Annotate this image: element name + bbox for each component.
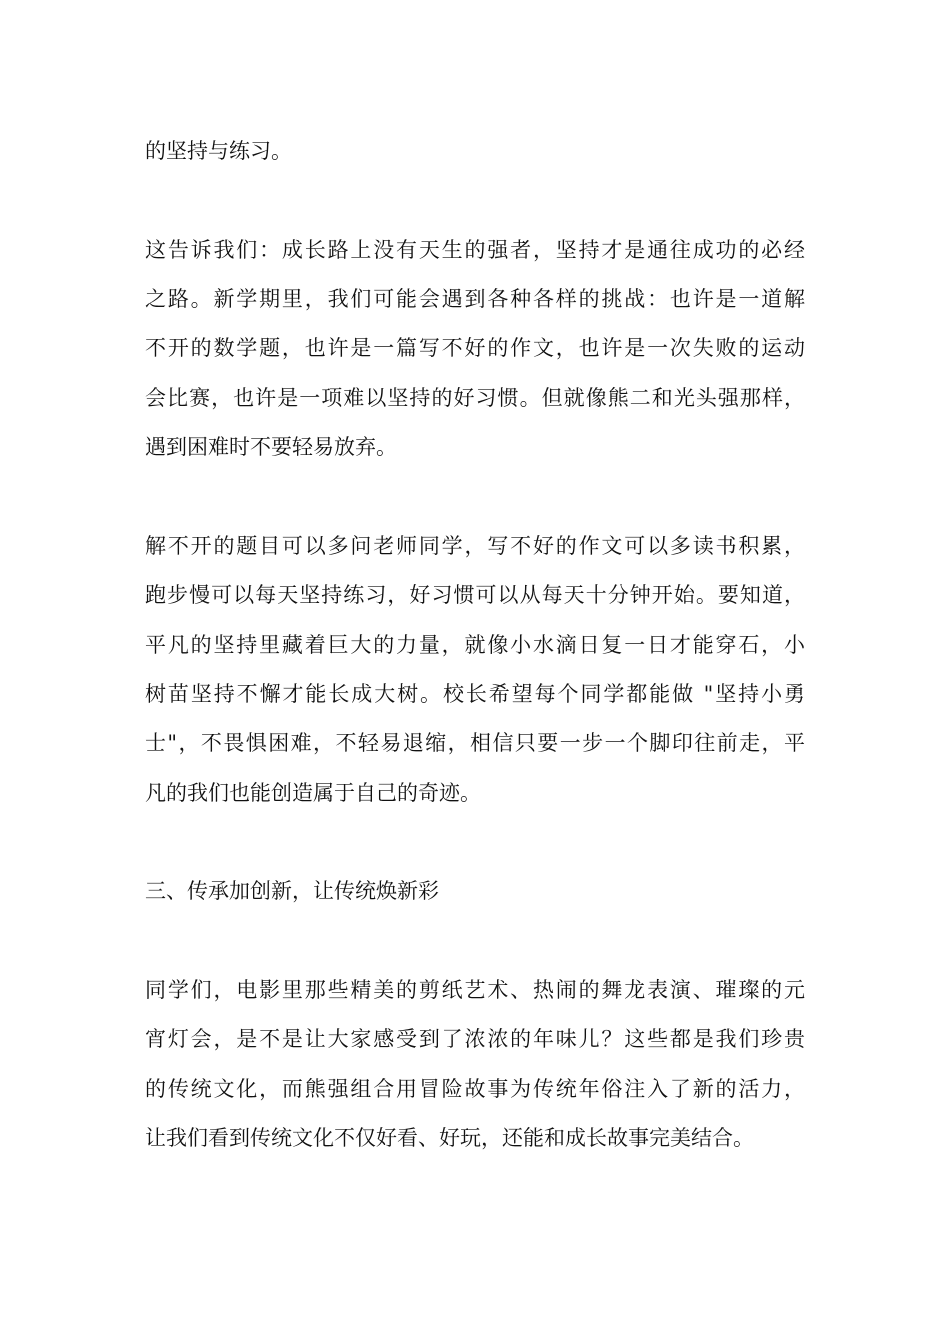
paragraph-3-line-1: 解不开的题目可以多问老师同学，写不好的作文可以多读书积累，	[145, 534, 805, 558]
paragraph-2-line-5: 遇到困难时不要轻易放弃。	[145, 435, 397, 459]
paragraph-5-line-2: 宵灯会，是不是让大家感受到了浓浓的年味儿？这些都是我们珍贵	[145, 1027, 805, 1051]
paragraph-3-line-4: 树苗坚持不懈才能长成大树。校长希望每个同学都能做 "坚持小勇	[145, 682, 805, 706]
paragraph-2-line-3: 不开的数学题，也许是一篇写不好的作文，也许是一次失败的运动	[145, 336, 805, 360]
paragraph-5-line-1: 同学们，电影里那些精美的剪纸艺术、热闹的舞龙表演、璀璨的元	[145, 978, 805, 1002]
paragraph-5-line-4: 让我们看到传统文化不仅好看、好玩，还能和成长故事完美结合。	[145, 1126, 754, 1150]
paragraph-3-line-3: 平凡的坚持里藏着巨大的力量，就像小水滴日复一日才能穿石，小	[145, 633, 805, 657]
paragraph-1-line-1: 的坚持与练习。	[145, 139, 292, 163]
paragraph-2-line-1: 这告诉我们：成长路上没有天生的强者，坚持才是通往成功的必经	[145, 238, 805, 262]
paragraph-3-line-2: 跑步慢可以每天坚持练习，好习惯可以从每天十分钟开始。要知道，	[145, 583, 805, 607]
paragraph-3-line-6: 凡的我们也能创造属于自己的奇迹。	[145, 781, 481, 805]
paragraph-3-line-5: 士"，不畏惧困难，不轻易退缩，相信只要一步一个脚印往前走，平	[145, 731, 805, 755]
paragraph-5-line-3: 的传统文化，而熊强组合用冒险故事为传统年俗注入了新的活力，	[145, 1077, 805, 1101]
section-heading: 三、传承加创新，让传统焕新彩	[145, 879, 439, 903]
paragraph-2-line-2: 之路。新学期里，我们可能会遇到各种各样的挑战：也许是一道解	[145, 287, 805, 311]
paragraph-2-line-4: 会比赛，也许是一项难以坚持的好习惯。但就像熊二和光头强那样，	[145, 386, 805, 410]
